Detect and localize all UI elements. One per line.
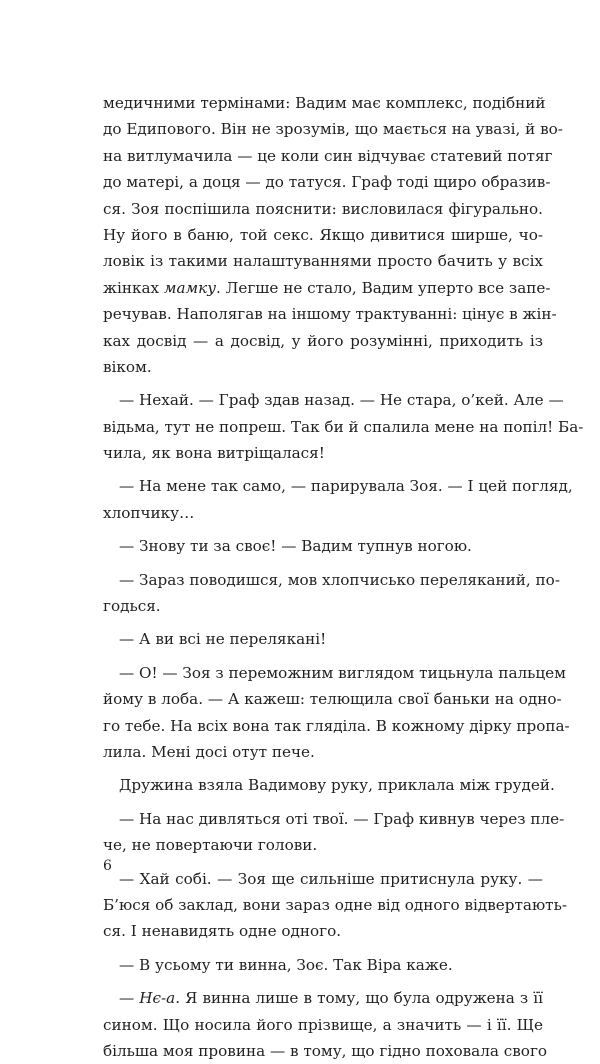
text-line: хлопчику… bbox=[103, 503, 195, 522]
text-line: сином. Що носила його прізвище, а значить — і її. Ще bbox=[103, 1015, 543, 1034]
text-line: речував. Наполягав на іншому трактуванні: цінує в жін- bbox=[103, 305, 557, 324]
text-line: ловік із такими налаштуваннями просто бачить у всіх bbox=[103, 252, 543, 271]
dialogue-line: — Нехай. — Граф здав назад. — Не стара, о’кей. Але — bbox=[119, 391, 564, 410]
text-line: годься. bbox=[103, 597, 161, 616]
text-line: ся. Зоя поспішила пояснити: висловилася фігурально. bbox=[103, 199, 543, 218]
text-line: на витлумачила — це коли син відчуває статевий потяг bbox=[103, 146, 553, 165]
text-line: до Едипового. Він не зрозумів, що мається на увазі, й во- bbox=[103, 120, 563, 139]
dialogue-line: — На нас дивляться оті твої. — Граф кивнув через пле- bbox=[119, 809, 565, 828]
dialogue-line: — Хай собі. — Зоя ще сильніше притиснула руку. — bbox=[119, 869, 543, 888]
text-line: віком. bbox=[103, 357, 152, 376]
text-line: го тебе. На всіх вона так гляділа. В кожному дірку пропа- bbox=[103, 716, 570, 735]
italic-word: Нє-а bbox=[139, 989, 176, 1008]
page-number: 6 bbox=[103, 858, 112, 874]
body-text bbox=[103, 90, 584, 1064]
dialogue-line-with-italic: — Нє-а. Я винна лише в тому, що була одружена з її bbox=[119, 989, 544, 1008]
dialogue-line: — Знову ти за своє! — Вадим тупнув ногою. bbox=[119, 537, 472, 556]
dialogue-line: — Зараз поводишся, мов хлопчисько переляканий, по- bbox=[119, 570, 560, 589]
text-line: чила, як вона витріщалася! bbox=[103, 444, 325, 463]
dialogue-line: — На мене так само, — парирувала Зоя. — І цей погляд, bbox=[119, 477, 573, 496]
text-line: Б’юся об заклад, вони зараз одне від одного відвертають- bbox=[103, 895, 567, 914]
dialogue-line: — В усьому ти винна, Зоє. Так Віра каже. bbox=[119, 955, 453, 974]
text-line-with-italic: жінках мамку. Легше не стало, Вадим уперто все запе- bbox=[103, 278, 551, 297]
text-line: відьма, тут не попреш. Так би й спалила мене на попіл! Ба- bbox=[103, 417, 584, 436]
text-line: че, не повертаючи голови. bbox=[103, 836, 318, 855]
italic-word: мамку bbox=[163, 278, 217, 297]
text-line: більша моя провина — в тому, що гідно поховала свого bbox=[103, 1041, 548, 1060]
dialogue-line: — О! — Зоя з переможним виглядом тицьнула пальцем bbox=[119, 663, 566, 682]
dialogue-line: — А ви всі не перелякані! bbox=[119, 630, 327, 649]
text-line: Ну його в баню, той секс. Якщо дивитися ширше, чо- bbox=[103, 225, 543, 244]
text-line: ся. І ненавидять одне одного. bbox=[103, 922, 342, 941]
text-line: медичними термінами: Вадим має комплекс, подібний bbox=[103, 94, 546, 112]
text-line: до матері, а доця — до татуся. Граф тоді щиро образив- bbox=[103, 173, 551, 192]
text-line: лила. Мені досі отут пече. bbox=[103, 742, 315, 761]
paragraph-line: Дружина взяла Вадимову руку, приклала між грудей. bbox=[119, 776, 555, 795]
text-line: йому в лоба. — А кажеш: телющила свої баньки на одно- bbox=[103, 690, 562, 709]
text-line: ках досвід — а досвід, у його розумінні, приходить із bbox=[103, 331, 543, 350]
